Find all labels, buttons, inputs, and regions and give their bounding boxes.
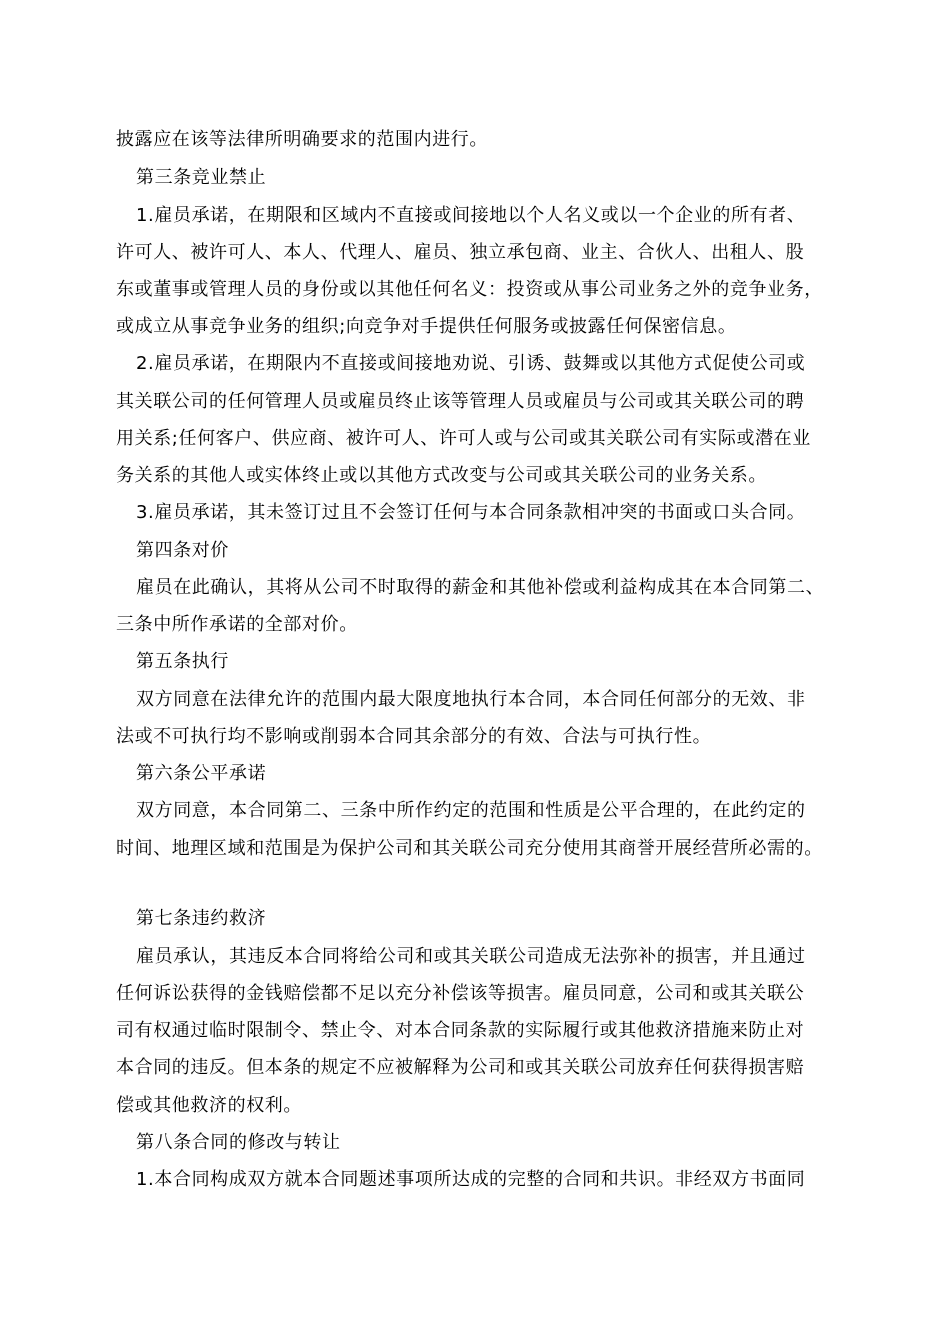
section-heading: 第五条执行 [136,651,229,672]
text-line: 1.本合同构成双方就本合同题述事项所达成的完整的合同和共识。非经双方书面同 [136,1169,806,1190]
section-heading: 第三条竞业禁止 [136,167,267,188]
text-line: 偿或其他救济的权利。 [116,1095,302,1116]
text-line: 任何诉讼获得的金钱赔偿都不足以充分补偿该等损害。雇员同意，公司和或其关联公 [116,983,805,1004]
text-line: 三条中所作承诺的全部对价。 [116,614,358,635]
text-line: 其关联公司的任何管理人员或雇员终止该等管理人员或雇员与公司或其关联公司的聘 [116,391,805,412]
text-line: 披露应在该等法律所明确要求的范围内进行。 [116,129,488,150]
text-line: 用关系;任何客户、供应商、被许可人、许可人或与公司或其关联公司有实际或潜在业 [116,428,811,449]
text-line: 东或董事或管理人员的身份或以其他任何名义：投资或从事公司业务之外的竞争业务， [116,279,823,300]
text-line: 司有权通过临时限制令、禁止令、对本合同条款的实际履行或其他救济措施来防止对 [116,1020,805,1041]
text-line: 双方同意，本合同第二、三条中所作约定的范围和性质是公平合理的，在此约定的 [136,800,806,821]
text-line: 时间、地理区域和范围是为保护公司和其关联公司充分使用其商誉开展经营所必需的。 [116,838,823,859]
text-line: 2.雇员承诺，在期限内不直接或间接地劝说、引诱、鼓舞或以其他方式促使公司或 [136,353,806,374]
text-line: 本合同的违反。但本条的规定不应被解释为公司和或其关联公司放弃任何获得损害赔 [116,1057,805,1078]
section-heading: 第八条合同的修改与转让 [136,1132,341,1153]
section-heading: 第六条公平承诺 [136,763,267,784]
section-heading: 第七条违约救济 [136,908,267,929]
text-line: 雇员在此确认，其将从公司不时取得的薪金和其他补偿或利益构成其在本合同第二、 [136,577,825,598]
text-line: 许可人、被许可人、本人、代理人、雇员、独立承包商、业主、合伙人、出租人、股 [116,242,805,263]
text-line: 1.雇员承诺，在期限和区域内不直接或间接地以个人名义或以一个企业的所有者、 [136,205,806,226]
text-line: 3.雇员承诺，其未签订过且不会签订任何与本合同条款相冲突的书面或口头合同。 [136,502,806,523]
section-heading: 第四条对价 [136,540,229,561]
text-line: 双方同意在法律允许的范围内最大限度地执行本合同，本合同任何部分的无效、非 [136,689,806,710]
text-line: 雇员承认，其违反本合同将给公司和或其关联公司造成无法弥补的损害，并且通过 [136,946,806,967]
text-line: 法或不可执行均不影响或削弱本合同其余部分的有效、合法与可执行性。 [116,726,712,747]
text-line: 或成立从事竞争业务的组织;向竞争对手提供任何服务或披露任何保密信息。 [116,316,737,337]
text-line: 务关系的其他人或实体终止或以其他方式改变与公司或其关联公司的业务关系。 [116,465,767,486]
